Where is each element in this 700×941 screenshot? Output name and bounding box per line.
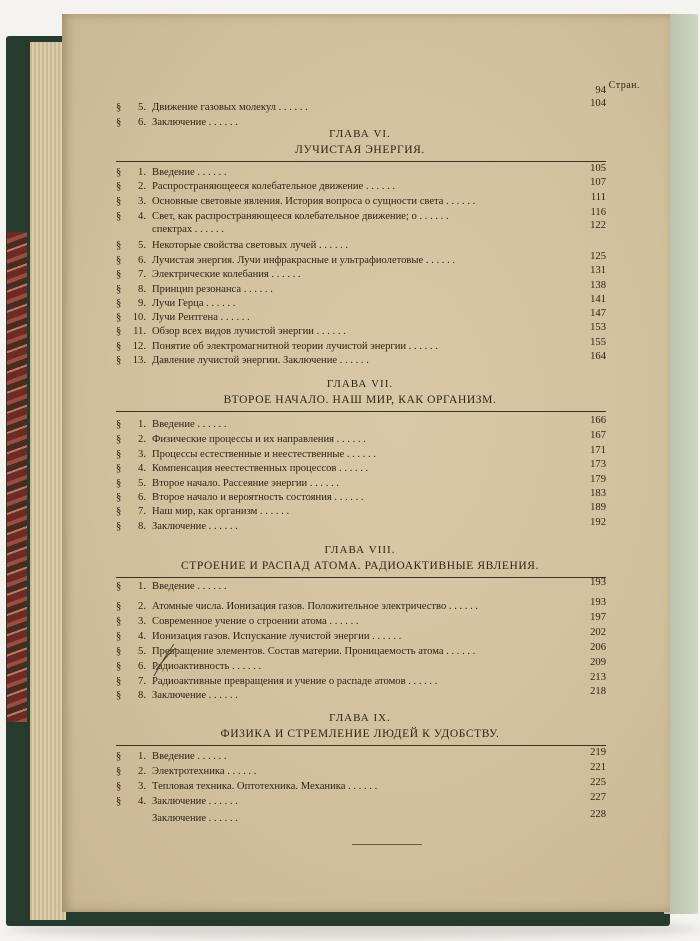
chapter-rule — [116, 161, 606, 162]
entry-number: 5. — [138, 102, 146, 113]
leader-dots: . . . . . . — [337, 355, 369, 366]
leader-dots: . . . . . . — [206, 690, 238, 701]
page-number: 111 — [590, 192, 606, 203]
section-sign: § — [116, 601, 122, 612]
entry-title: Обзор всех видов лучистой энергии — [152, 326, 314, 337]
page-number: 167 — [590, 430, 606, 441]
entry-title: Введение — [152, 751, 195, 762]
toc-entry — [116, 180, 606, 193]
entry-number: 4. — [138, 211, 146, 222]
entry-title: Заключение — [152, 521, 207, 532]
leader-dots: . . . . . . — [443, 646, 476, 657]
toc-entry — [116, 689, 606, 702]
entry-number: 5. — [138, 240, 146, 251]
page-number: 153 — [590, 322, 606, 333]
chapter-title: ЛУЧИСТАЯ ЭНЕРГИЯ. — [295, 144, 425, 156]
entry-number: 2. — [138, 601, 146, 612]
entry-title: Превращение элементов. Состав материи. Проницаемость атома — [152, 646, 444, 657]
leader-dots: . . . . . . — [369, 631, 402, 642]
section-sign: § — [116, 631, 122, 642]
entry-title: Второе начало. Рассеяние энергии — [152, 478, 308, 489]
entry-number: 6. — [138, 661, 146, 672]
chapter-label: ГЛАВА VII. — [326, 378, 394, 390]
page-column-header: Стран. — [608, 80, 640, 91]
entry-number: 10. — [132, 312, 146, 323]
leader-dots: . . . . . . — [192, 224, 224, 235]
page-number: 197 — [590, 612, 606, 623]
page-number: 166 — [590, 415, 606, 426]
page-number: 225 — [590, 777, 606, 788]
leader-dots: . . . . . . — [316, 240, 349, 251]
section-sign: § — [116, 240, 122, 251]
page-number: 94 — [595, 85, 606, 96]
toc-entry — [116, 254, 606, 267]
section-sign: § — [116, 676, 122, 687]
leader-dots: . . . . . . — [443, 196, 476, 207]
page-number: 138 — [590, 280, 606, 291]
page-number: 105 — [590, 163, 606, 174]
leader-dots: . . . . . . — [334, 434, 366, 445]
entry-number: 8. — [138, 284, 146, 295]
entry-number: 1. — [138, 751, 146, 762]
entry-title: Лучи Герца — [152, 298, 204, 309]
section-sign: § — [116, 117, 122, 128]
leader-dots: . . . . . . — [446, 601, 479, 612]
page-number: 125 — [590, 251, 606, 262]
section-sign: § — [116, 463, 122, 474]
toc-entry — [116, 166, 606, 179]
leader-dots: . . . . . . — [336, 463, 369, 474]
page-number: 228 — [590, 809, 606, 820]
entry-number: 4. — [138, 631, 146, 642]
section-sign: § — [116, 269, 122, 280]
entry-number: 5. — [138, 478, 146, 489]
entry-title: Заключение — [152, 813, 207, 824]
entry-title: Заключение — [152, 796, 207, 807]
section-sign: § — [116, 690, 122, 701]
leader-dots: . . . . . . — [206, 796, 238, 807]
toc-entry — [116, 297, 606, 310]
toc-entry — [116, 505, 606, 518]
leader-dots: . . . . . . — [194, 167, 227, 178]
section-sign: § — [116, 341, 122, 352]
toc-entry — [116, 283, 606, 296]
leader-dots: . . . . . . — [194, 581, 227, 592]
section-sign: § — [116, 255, 122, 266]
toc-entry — [116, 354, 606, 367]
leader-dots: . . . . . . — [406, 341, 438, 352]
page-number: 193 — [590, 597, 606, 608]
entry-number: 3. — [138, 196, 146, 207]
section-sign: § — [116, 196, 122, 207]
entry-number: 4. — [138, 463, 146, 474]
section-sign: § — [116, 419, 122, 430]
toc-entry — [116, 615, 606, 628]
leader-dots: . . . . . . — [224, 766, 257, 777]
entry-title: Лучи Рентгена — [152, 312, 218, 323]
leader-dots: . . . . . . — [229, 661, 262, 672]
chapter-label: ГЛАВА IX. — [329, 712, 391, 724]
entry-title: Распространяющееся колебательное движение — [152, 181, 364, 192]
toc-entry — [116, 780, 606, 793]
chapter-rule — [116, 411, 606, 412]
toc-entry — [116, 88, 606, 101]
page-number: 116 — [590, 207, 606, 218]
leader-dots: . . . . . . — [194, 751, 227, 762]
page-number: 179 — [590, 474, 606, 485]
page-number: 221 — [590, 762, 606, 773]
page-number: 107 — [590, 177, 606, 188]
entry-number: 3. — [138, 781, 146, 792]
page-number: 193 — [590, 577, 606, 588]
page-number: 192 — [590, 517, 606, 528]
toc-entry — [116, 600, 606, 613]
section-sign: § — [116, 796, 122, 807]
entry-number: 6. — [138, 117, 146, 128]
toc-entry — [116, 520, 606, 533]
toc-entry — [116, 223, 606, 236]
entry-title: Ионизация газов. Испускание лучистой энергии — [152, 631, 370, 642]
section-sign: § — [116, 167, 122, 178]
page-number: 164 — [590, 351, 606, 362]
page-number: 147 — [590, 308, 606, 319]
toc-entry — [116, 812, 606, 825]
page-number: 206 — [590, 642, 606, 653]
toc-entry — [116, 239, 606, 252]
section-sign: § — [116, 312, 122, 323]
entry-title: Заключение — [152, 117, 207, 128]
chapter-title: ВТОРОЕ НАЧАЛО. НАШ МИР, КАК ОРГАНИЗМ. — [223, 394, 497, 406]
leader-dots: . . . . . . — [194, 419, 227, 430]
entry-title: Давление лучистой энергии. Заключение — [152, 355, 338, 366]
leader-dots: . . . . . . — [345, 781, 378, 792]
toc-entry — [116, 765, 606, 778]
entry-number: 9. — [138, 298, 146, 309]
leader-dots: . . . . . . — [241, 284, 273, 295]
leader-dots: . . . . . . — [423, 255, 456, 266]
entry-title: Некоторые свойства световых лучей — [152, 240, 317, 251]
section-sign: § — [116, 449, 122, 460]
leader-dots: . . . . . . — [363, 181, 396, 192]
leader-dots: . . . . . . — [268, 269, 301, 280]
page-number: 183 — [590, 488, 606, 499]
chapter-label: ГЛАВА VI. — [329, 128, 391, 140]
entry-title: Введение — [152, 581, 195, 592]
page-number: 155 — [590, 337, 606, 348]
toc-entry — [116, 462, 606, 475]
entry-number: 11. — [133, 326, 146, 337]
toc-entry — [116, 491, 606, 504]
page-number: 171 — [590, 445, 606, 456]
toc-entry — [116, 448, 606, 461]
toc-entry — [116, 210, 606, 223]
entry-number: 3. — [138, 616, 146, 627]
section-sign: § — [116, 434, 122, 445]
entry-number: 4. — [138, 796, 146, 807]
chapter-title: СТРОЕНИЕ И РАСПАД АТОМА. РАДИОАКТИВНЫЕ ЯВЛЕНИЯ. — [180, 560, 540, 572]
contents-page — [62, 14, 670, 912]
section-sign: § — [116, 211, 122, 222]
entry-title: Введение — [152, 419, 195, 430]
toc-entry — [116, 630, 606, 643]
page-number: 219 — [590, 747, 606, 758]
section-sign: § — [116, 355, 122, 366]
toc-entry — [116, 660, 606, 673]
entry-title: Второе начало и вероятность состояния — [152, 492, 332, 503]
section-sign: § — [116, 181, 122, 192]
section-sign: § — [116, 521, 122, 532]
entry-number: 6. — [138, 492, 146, 503]
entry-title: Понятие об электромагнитной теории лучистой энергии — [152, 341, 407, 352]
toc-entry — [116, 311, 606, 324]
leader-dots: . . . . . . — [206, 521, 238, 532]
entry-title: Движение газовых молекул — [152, 102, 276, 113]
leader-dots: . . . . . . — [257, 506, 290, 517]
table-of-contents — [62, 14, 670, 912]
entry-title: Введение — [152, 167, 195, 178]
entry-number: 12. — [132, 341, 146, 352]
page-number: 213 — [590, 672, 606, 683]
leader-dots: . . . . . . — [313, 326, 346, 337]
marbled-spine — [7, 232, 27, 722]
section-sign: § — [116, 326, 122, 337]
leader-dots: . . . . . . — [405, 676, 438, 687]
section-sign: § — [116, 766, 122, 777]
entry-title: Тепловая техника. Оптотехника. Механика — [152, 781, 346, 792]
leader-dots: . . . . . . — [331, 492, 364, 503]
entry-number: 2. — [138, 766, 146, 777]
entry-number: 3. — [138, 449, 146, 460]
leader-dots: . . . . . . — [206, 813, 238, 824]
entry-title: Электрические колебания — [152, 269, 269, 280]
toc-entry — [116, 645, 606, 658]
page-number: 202 — [590, 627, 606, 638]
section-sign: § — [116, 298, 122, 309]
toc-entry — [116, 750, 606, 763]
entry-number: 1. — [138, 419, 146, 430]
entry-number: 1. — [138, 167, 146, 178]
section-sign: § — [116, 102, 122, 113]
leader-dots: . . . . . . — [416, 211, 449, 222]
chapter-rule — [116, 577, 606, 578]
toc-entry — [116, 101, 606, 114]
closing-rule — [352, 844, 422, 845]
toc-entry — [116, 268, 606, 281]
entry-number: 13. — [132, 355, 146, 366]
entry-number: 5. — [138, 646, 146, 657]
entry-number: 7. — [138, 676, 146, 687]
toc-entry — [116, 418, 606, 431]
entry-number: 8. — [138, 690, 146, 701]
page-number: 189 — [590, 502, 606, 513]
section-sign: § — [116, 661, 122, 672]
page-number: 173 — [590, 459, 606, 470]
page-number: 131 — [590, 265, 606, 276]
leader-dots: . . . . . . — [206, 117, 238, 128]
entry-title: Физические процессы и их направления — [152, 434, 335, 445]
entry-title: Процессы естественные и неестественные — [152, 449, 345, 460]
section-sign: § — [116, 646, 122, 657]
toc-entry — [116, 675, 606, 688]
chapter-label: ГЛАВА VIII. — [324, 544, 396, 556]
section-sign: § — [116, 616, 122, 627]
entry-title: Современное учение о строении атома — [152, 616, 327, 627]
chapter-rule — [116, 745, 606, 746]
page-number: 227 — [590, 792, 606, 803]
entry-number: 8. — [138, 521, 146, 532]
section-sign: § — [116, 781, 122, 792]
section-sign: § — [116, 581, 122, 592]
entry-title: спектрах — [152, 224, 193, 235]
page-number: 218 — [590, 686, 606, 697]
leader-dots: . . . . . . — [203, 298, 236, 309]
toc-entry — [116, 477, 606, 490]
page-number: 104 — [590, 98, 606, 109]
entry-number: 7. — [138, 269, 146, 280]
toc-entry — [116, 433, 606, 446]
entry-title: Компенсация неестественных процессов — [152, 463, 337, 474]
entry-title: Атомные числа. Ионизация газов. Положительное электричество — [152, 601, 447, 612]
entry-title: Принцип резонанса — [152, 284, 242, 295]
section-sign: § — [116, 492, 122, 503]
leader-dots: . . . . . . — [307, 478, 339, 489]
leader-dots: . . . . . . — [326, 616, 359, 627]
entry-title: Электротехника — [152, 766, 225, 777]
entry-title: Радиоактивность — [152, 661, 230, 672]
entry-title: Основные световые явления. История вопроса о сущности света — [152, 196, 444, 207]
section-sign: § — [116, 751, 122, 762]
leader-dots: . . . . . . — [217, 312, 250, 323]
page-number: 141 — [590, 294, 606, 305]
chapter-title: ФИЗИКА И СТРЕМЛЕНИЕ ЛЮДЕЙ К УДОБСТВУ. — [220, 728, 500, 740]
entry-title: Свет, как распространяющееся колебательное движение; о — [152, 211, 417, 222]
entry-title: Лучистая энергия. Лучи инфракрасные и ультрафиолетовые — [152, 255, 424, 266]
toc-entry — [116, 340, 606, 353]
entry-number: 2. — [138, 434, 146, 445]
page-number: 122 — [590, 220, 606, 231]
entry-title: Заключение — [152, 690, 207, 701]
leader-dots: . . . . . . — [275, 102, 308, 113]
page-number: 209 — [590, 657, 606, 668]
page-edges — [30, 42, 66, 920]
toc-entry — [116, 580, 606, 593]
section-sign: § — [116, 284, 122, 295]
entry-number: 1. — [138, 581, 146, 592]
toc-entry — [116, 195, 606, 208]
pencil-mark — [150, 640, 178, 680]
section-sign: § — [116, 506, 122, 517]
entry-number: 7. — [138, 506, 146, 517]
leader-dots: . . . . . . — [344, 449, 376, 460]
entry-number: 2. — [138, 181, 146, 192]
toc-entry — [116, 325, 606, 338]
entry-number: 6. — [138, 255, 146, 266]
entry-title: Радиоактивные превращения и учение о распаде атомов — [152, 676, 406, 687]
toc-entry — [116, 795, 606, 808]
entry-title: Наш мир, как организм — [152, 506, 258, 517]
section-sign: § — [116, 478, 122, 489]
